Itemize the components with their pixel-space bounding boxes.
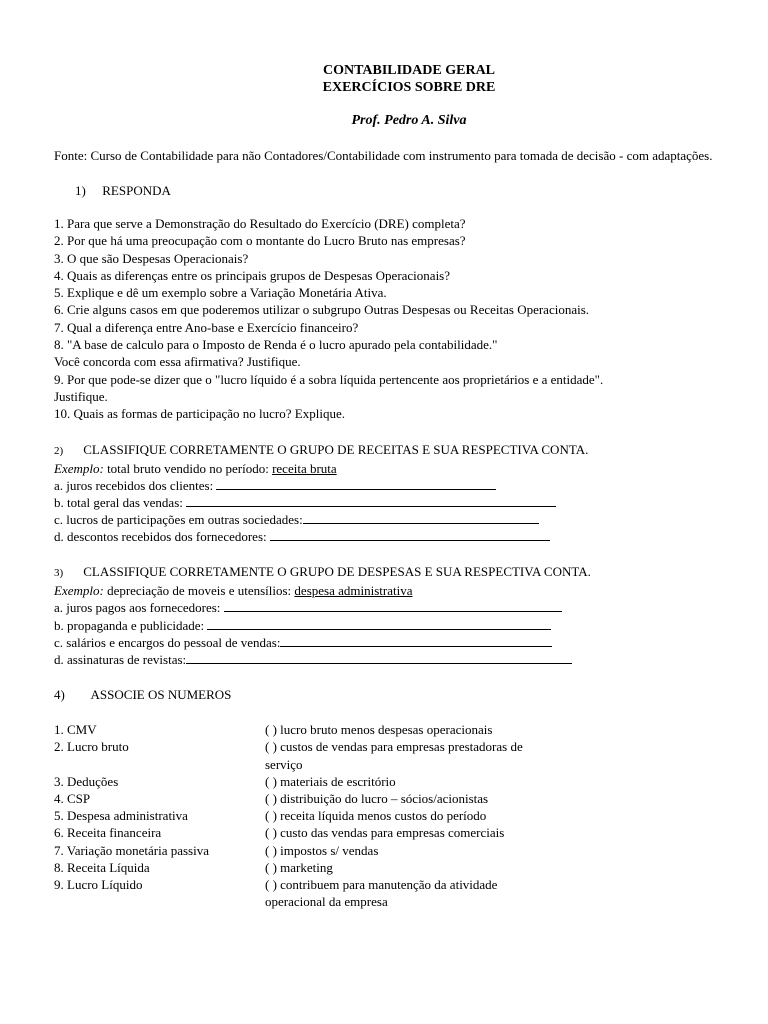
- section-3-title: CLASSIFIQUE CORRETAMENTE O GRUPO DE DESPESAS E SUA RESPECTIVA CONTA.: [83, 564, 591, 580]
- fill-item: [54, 634, 744, 651]
- definition: ( ) contribuem para manutenção da atividade: [265, 877, 498, 893]
- fill-item: [54, 477, 744, 494]
- term: [54, 893, 265, 910]
- term: 7. Variação monetária passiva: [54, 842, 209, 858]
- author: Prof. Pedro A. Silva: [351, 113, 467, 128]
- question-line: 3. O que são Despesas Operacionais?: [54, 250, 249, 266]
- fill-item-label: b. total geral das vendas:: [54, 494, 187, 510]
- section-4-title: ASSOCIE OS NUMEROS: [90, 687, 232, 703]
- definition: ( ) impostos s/ vendas: [265, 842, 379, 858]
- definition: ( ) distribuição do lucro – sócios/acionistas: [265, 791, 489, 806]
- answer-blank[interactable]: [186, 651, 572, 664]
- question-line: 10. Quais as formas de participação no lucro? Explique.: [54, 406, 345, 422]
- term: 5. Despesa administrativa: [54, 808, 188, 824]
- answer-blank[interactable]: [207, 617, 551, 630]
- answer-blank[interactable]: [270, 528, 550, 541]
- term: 2. Lucro bruto: [54, 739, 129, 755]
- term: 4. CSP: [54, 791, 91, 806]
- fill-item-label: d. descontos recebidos dos fornecedores:: [54, 529, 270, 545]
- definition: ( ) lucro bruto menos despesas operacionais: [265, 722, 493, 738]
- section-3-example: [54, 582, 744, 599]
- section-1-heading: [75, 182, 744, 199]
- example-answer: despesa administrativa: [294, 583, 413, 599]
- question-line: Você concorda com essa afirmativa? Justifique.: [54, 354, 301, 370]
- fill-item-label: d. assinaturas de revistas:: [54, 651, 187, 667]
- section-3-number: 3): [54, 567, 64, 580]
- term: 8. Receita Líquida: [54, 859, 150, 875]
- section-4-number: 4): [54, 687, 65, 703]
- definition: ( ) custo das vendas para empresas comerciais: [265, 825, 505, 841]
- section-2-example: [54, 460, 744, 477]
- question-line: 8. "A base de calculo para o Imposto de Renda é o lucro apurado pela contabilidade.": [54, 337, 498, 353]
- question-line: 4. Quais as diferenças entre os principais grupos de Despesas Operacionais?: [54, 267, 451, 283]
- matching-row: [54, 807, 744, 824]
- fill-item: [54, 651, 744, 668]
- matching-row: [54, 721, 744, 738]
- matching-row: [54, 738, 744, 755]
- definition: ( ) custos de vendas para empresas prestadoras de: [265, 739, 523, 755]
- section-1-number: 1): [75, 183, 86, 198]
- section-3-heading: [54, 563, 744, 582]
- title-line-2: EXERCÍCIOS SOBRE DRE: [322, 80, 496, 95]
- question-line: Justifique.: [54, 388, 108, 404]
- matching-row: [54, 824, 744, 841]
- matching-exercise: [54, 721, 744, 910]
- document-page: [54, 62, 744, 910]
- answer-blank[interactable]: [216, 477, 496, 490]
- section-2-title: CLASSIFIQUE CORRETAMENTE O GRUPO DE RECEITAS E SUA RESPECTIVA CONTA.: [83, 441, 589, 457]
- term: [54, 756, 265, 773]
- matching-row: [54, 893, 744, 910]
- title-line-1: CONTABILIDADE GERAL: [322, 63, 496, 78]
- definition: ( ) marketing: [265, 859, 333, 875]
- fill-item: [54, 528, 744, 545]
- answer-blank[interactable]: [186, 494, 556, 507]
- fill-item-label: b. propaganda e publicidade:: [54, 617, 208, 633]
- definition: ( ) materiais de escritório: [265, 773, 396, 789]
- section-2-heading: [54, 441, 744, 460]
- example-text: total bruto vendido no período:: [103, 460, 273, 476]
- term: 3. Deduções: [54, 773, 119, 789]
- matching-row: [54, 876, 744, 893]
- section-4-heading: [54, 686, 744, 703]
- definition: serviço: [265, 756, 303, 772]
- fill-item-label: c. lucros de participações em outras sociedades:: [54, 511, 303, 527]
- section-2-number: 2): [54, 444, 64, 457]
- matching-row: [54, 842, 744, 859]
- question-line: 9. Por que pode-se dizer que o "lucro líquido é a sobra líquida pertencente aos proprietários e a entidade".: [54, 371, 604, 387]
- fill-item-label: c. salários e encargos do pessoal de vendas:: [54, 634, 281, 650]
- fill-item: [54, 599, 744, 616]
- definition: operacional da empresa: [265, 894, 388, 910]
- term: 1. CMV: [54, 722, 97, 738]
- question-line: 6. Crie alguns casos em que poderemos utilizar o subgrupo Outras Despesas ou Receitas Operacionais.: [54, 302, 590, 318]
- source-note: Fonte: Curso de Contabilidade para não Contadores/Contabilidade com instrumento para tomada de decisão - com adaptações.: [54, 148, 713, 163]
- example-label: Exemplo:: [54, 583, 104, 599]
- section-1-questions: [54, 215, 744, 423]
- answer-blank[interactable]: [280, 634, 552, 647]
- example-answer: receita bruta: [272, 460, 337, 476]
- fill-item-label: a. juros pagos aos fornecedores:: [54, 600, 224, 616]
- section-1-title: RESPONDA: [102, 183, 171, 198]
- question-line: 1. Para que serve a Demonstração do Resultado do Exercício (DRE) completa?: [54, 216, 466, 231]
- answer-blank[interactable]: [224, 599, 562, 612]
- question-line: 5. Explique e dê um exemplo sobre a Variação Monetária Ativa.: [54, 285, 387, 301]
- term: 9. Lucro Líquido: [54, 877, 143, 893]
- matching-row: [54, 859, 744, 876]
- example-label: Exemplo:: [54, 460, 104, 476]
- question-line: 2. Por que há uma preocupação com o montante do Lucro Bruto nas empresas?: [54, 233, 466, 249]
- matching-row: [54, 773, 744, 790]
- answer-blank[interactable]: [303, 511, 539, 524]
- fill-item-label: a. juros recebidos dos clientes:: [54, 477, 217, 493]
- definition: ( ) receita líquida menos custos do período: [265, 808, 487, 824]
- matching-row: [54, 790, 744, 807]
- fill-item: [54, 511, 744, 528]
- example-text: depreciação de moveis e utensílios:: [103, 583, 295, 599]
- fill-item: [54, 617, 744, 634]
- matching-row: [54, 756, 744, 773]
- question-line: 7. Qual a diferença entre Ano-base e Exercício financeiro?: [54, 319, 359, 335]
- term: 6. Receita financeira: [54, 825, 162, 841]
- fill-item: [54, 494, 744, 511]
